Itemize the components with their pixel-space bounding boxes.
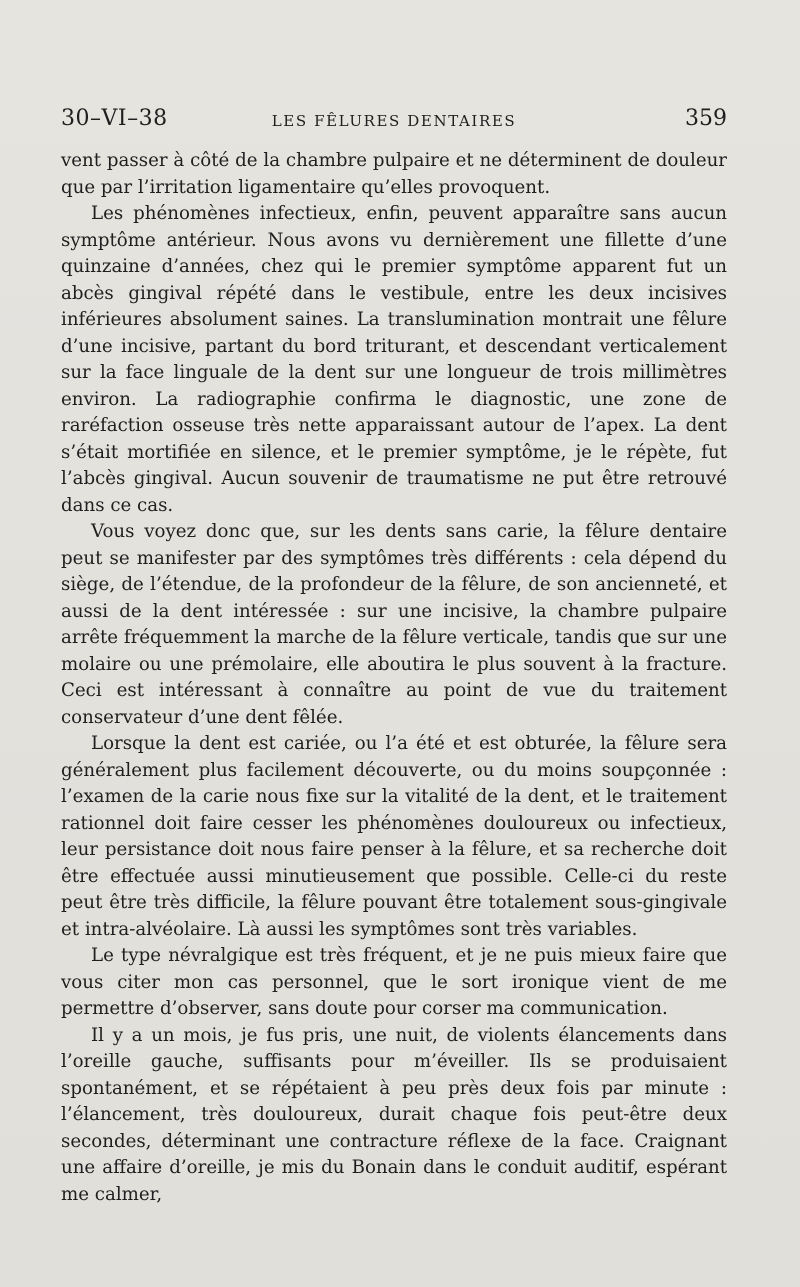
paragraph-2: Les phénomènes infectieux, enfin, peuvent apparaître sans aucun symptôme antérieur. Nous avons vu dernièrement une fillette d’une quinzaine d’années, chez qui le premier symptôme apparent fut un abcès gingival répété dans le vestibule, entre les deux incisives inférieures absolument saines. La translumination montrait une fêlure d’une incisive, partant du bord triturant, et descendant verticalement sur la face linguale de la dent sur une longueur de trois millimètres environ. La radiographie confirma le diagnostic, une zone de raréfaction osseuse très nette apparaissant autour de l’apex. La dent s’était mortifiée en silence, et le premier symptôme, je le répète, fut l’abcès gingival. Aucun souvenir de traumatisme ne put être retrouvé dans ce cas. — [61, 203, 727, 516]
body-text — [61, 148, 727, 1208]
running-header — [61, 106, 727, 136]
paragraph-4: Lorsque la dent est cariée, ou l’a été et est obturée, la fêlure sera généralement plus facilement découverte, ou du moins soupçonnée : l’examen de la carie nous fixe sur la vitalité de la dent, et le traitement rationnel doit faire cesser les phénomènes douloureux ou infectieux, leur persistance doit nous faire penser à la fêlure, et sa recherche doit être effectuée aussi minutieusement que possible. Celle-ci du reste peut être très difficile, la fêlure pouvant être totalement sous-gingivale et intra-alvéolaire. Là aussi les symptômes sont très variables. — [61, 733, 727, 940]
paragraph-6: Il y a un mois, je fus pris, une nuit, de violents élancements dans l’oreille gauche, suffisants pour m’éveiller. Ils se produisaient spontanément, et se répétaient à peu près deux fois par minute : l’élancement, très douloureux, durait chaque fois peut-être deux secondes, déterminant une contracture réflexe de la face. Craignant une affaire d’oreille, je mis du Bonain dans le conduit auditif, espérant me calmer, — [61, 1024, 727, 1205]
paragraph-5: Le type névralgique est très fréquent, et je ne puis mieux faire que vous citer mon cas personnel, que le sort ironique vient de me permettre d’observer, sans doute pour corser ma communication. — [61, 945, 727, 1019]
paragraph-3: Vous voyez donc que, sur les dents sans carie, la fêlure dentaire peut se manifester par des symptômes très différents : cela dépend du siège, de l’étendue, de la profondeur de la fêlure, de son ancienneté, et aussi de la dent intéressée : sur une incisive, la chambre pulpaire arrête fréquemment la marche de la fêlure verticale, tandis que sur une molaire ou une prémolaire, elle aboutira le plus souvent à la fracture. Ceci est intéressant à connaître au point de vue du traitement conservateur d’une dent fêlée. — [61, 521, 727, 728]
page-number: 359 — [685, 106, 727, 131]
paragraph-1: vent passer à côté de la chambre pulpaire et ne déterminent de douleur que par l’irritation ligamentaire qu’elles provoquent. — [61, 150, 727, 198]
header-title: LES FÊLURES DENTAIRES — [271, 112, 517, 130]
header-date: 30–VI–38 — [61, 106, 168, 131]
